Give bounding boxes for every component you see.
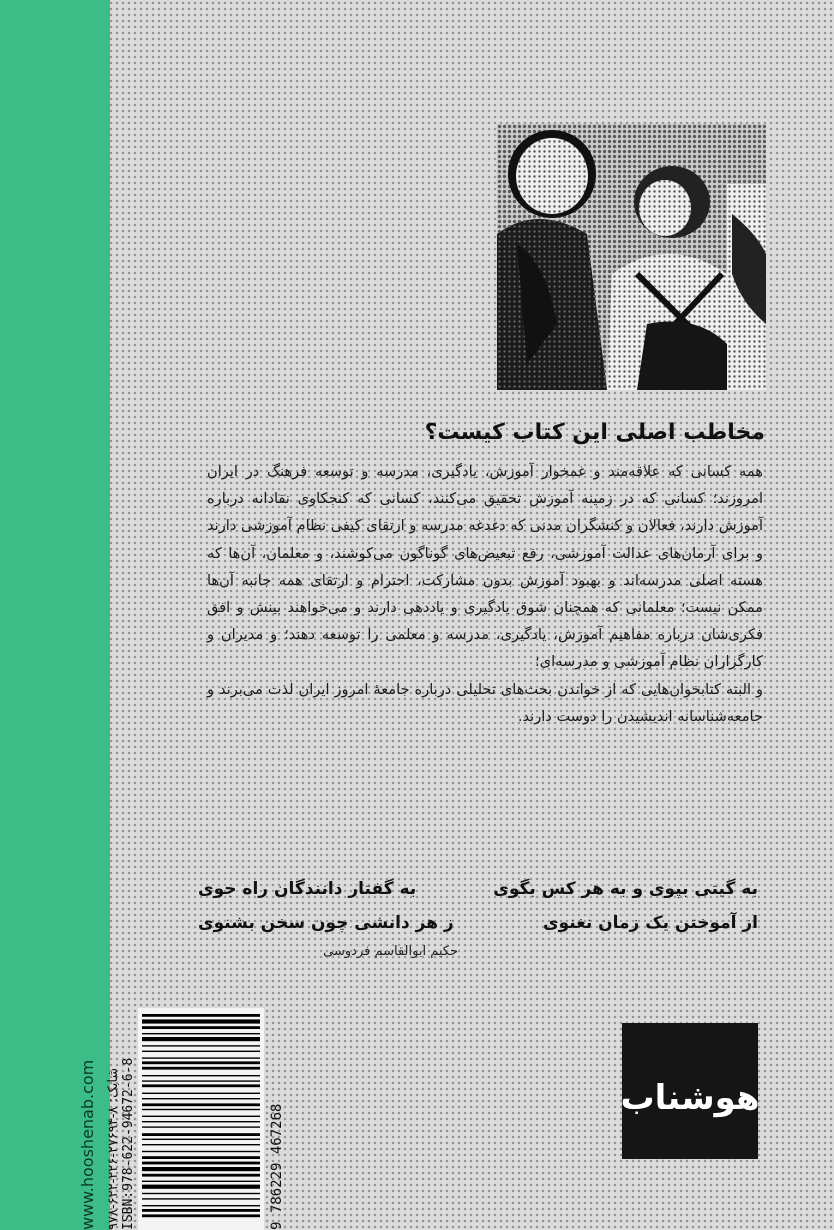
publisher-logo	[622, 1023, 758, 1159]
barcode-bar	[142, 1144, 260, 1145]
barcode-bar	[142, 1061, 260, 1064]
barcode-bar	[142, 1162, 260, 1165]
barcode-bar	[142, 1198, 260, 1199]
barcode-bar	[142, 1045, 260, 1046]
barcode-bar	[142, 1139, 260, 1140]
barcode-bar	[142, 1193, 260, 1194]
barcode-bar	[142, 1181, 260, 1182]
section-heading: مخاطب اصلی این کتاب کیست؟	[424, 420, 765, 445]
barcode-bar	[142, 1080, 260, 1081]
barcode-bar	[142, 1019, 260, 1023]
barcode-bar	[142, 1051, 260, 1052]
website-url: www.hooshenab.com	[78, 1059, 97, 1230]
poem-hemistich: به گفتار دانندگان راه جوی	[198, 879, 417, 899]
barcode-bar	[142, 1093, 260, 1094]
barcode-bar	[142, 1214, 260, 1217]
description-closing: و البته کتابخوان‌هایی که از خواندن بحث‌های تحلیلی درباره جامعهٔ امروز ایران لذت می‌برند و جامعه‌شناسانه اندیشیدن را دوست دارند.	[207, 680, 763, 725]
barcode-bar	[142, 1109, 260, 1110]
poem-hemistich: ز هر دانشی چون سخن بشنوی	[198, 913, 454, 933]
barcode-bar	[142, 1156, 260, 1159]
barcode-bar	[142, 1121, 260, 1122]
barcode-bar	[142, 1098, 260, 1099]
barcode-bar	[142, 1057, 260, 1058]
barcode-bar	[142, 1116, 260, 1117]
isbn-number: ISBN:978-622-94672-6-8	[121, 1057, 136, 1230]
barcode-bar	[142, 1084, 260, 1087]
barcode-block	[78, 1008, 285, 1230]
description-paragraph	[207, 458, 763, 730]
barcode-bar	[142, 1133, 260, 1136]
barcode-bar	[142, 1037, 260, 1041]
poem-line	[198, 906, 758, 940]
barcode-bar	[142, 1067, 260, 1070]
barcode-bar	[142, 1126, 260, 1127]
barcode	[138, 1008, 264, 1230]
cover-photo	[497, 124, 766, 390]
poem-hemistich: به گیتی بپوی و به هر کس بگوی	[493, 879, 758, 899]
poem-hemistich: از آموختن یک زمان نغنوی	[543, 913, 758, 933]
barcode-bar	[142, 1026, 260, 1029]
poet-name: حکیم ابوالقاسم فردوسی	[323, 944, 458, 959]
barcode-bar	[142, 1014, 260, 1017]
barcode-bar	[142, 1167, 260, 1171]
barcode-bar	[142, 1075, 260, 1076]
barcode-bar	[142, 1103, 260, 1106]
poem-line	[198, 872, 758, 906]
barcode-bar	[142, 1209, 260, 1212]
barcode-digits: 9 786229 467268	[269, 1103, 285, 1230]
barcode-bar	[142, 1205, 260, 1206]
description-main: همه کسانی که علاقه‌مند و غمخوار آموزش، یادگیری، مدرسه و توسعه فرهنگ در ایران امروزند؛ کسانی که در زمینه آموزش تحقیق می‌کنند، کسانی که کنجکاوی نقادانه درباره آموزش دارند، فعالان و کنشگران مدنی که دغدغه مدرسه و ارتقای کیفی نظام آموزشی دارند و برای آرمان‌های عدالت آموزشی، رفع تبعیض‌های گوناگون می‌کوشند، و معلمان، آن‌ها که هسته اصلی مدرسه‌اند و بهبود آموزش بدون مشارکت، احترام و ارتقای همه جانبه آن‌ها ممکن نیست؛ معلمانی که همچنان شوق یادگیری و یاددهی دارند و می‌خواهند بینش و افق فکری‌شان درباره مفاهیم آموزش، یادگیری، مدرسه و معلمی را توسعه دهند؛ و مدیران و کارگزاران نظام آموزشی و مدرسه‌ای؛	[207, 463, 763, 671]
publisher-name: هوشناب	[620, 1078, 760, 1118]
barcode-bar	[142, 1033, 260, 1034]
barcode-bar	[142, 1185, 260, 1189]
shabak-number: شابک: ۸-۲۷۶۹۴-۲۲۶-۶۲۲-۹۷۸	[106, 1067, 121, 1230]
barcode-bar	[142, 1174, 260, 1177]
barcode-bar	[142, 1151, 260, 1152]
poem-block	[198, 872, 758, 940]
